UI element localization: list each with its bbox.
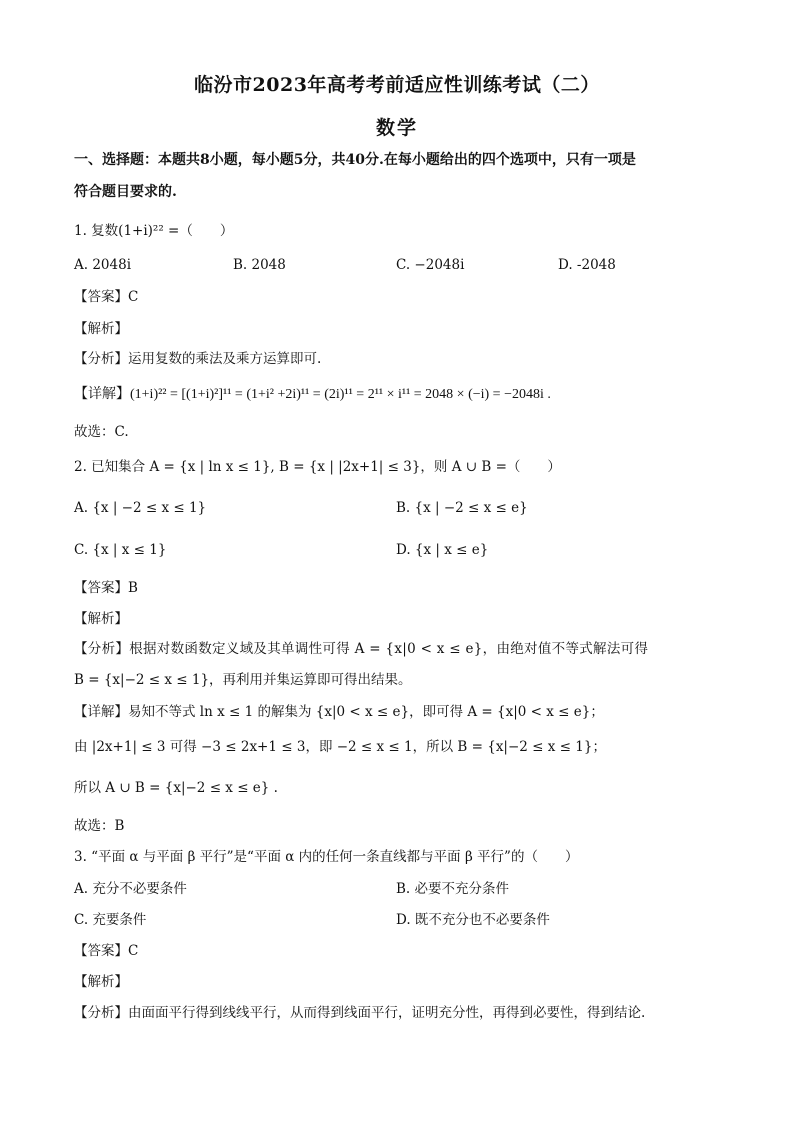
- q1-conclusion: 故选：C.: [74, 424, 129, 440]
- q2-option-d: D. {x | x ≤ e}: [396, 542, 489, 558]
- q2-fenxi-line1: 【分析】根据对数函数定义域及其单调性可得 A = {x|0 < x ≤ e}，由绝对值不等式解法可得: [74, 641, 649, 657]
- q2-analysis-label: 【解析】: [74, 611, 128, 627]
- q3-fenxi: 【分析】由面面平行得到线线平行，从而得到线面平行，证明充分性，再得到必要性，得到结论.: [74, 1005, 646, 1021]
- q2-detail-line3: 所以 A ∪ B = {x|−2 ≤ x ≤ e} .: [74, 780, 278, 796]
- q3-answer: 【答案】C: [74, 943, 139, 959]
- q1-option-d: D. -2048: [558, 257, 616, 273]
- section-heading-line1: 一、选择题：本题共8小题，每小题5分，共40分.在每小题给出的四个选项中，只有一项是: [74, 152, 636, 168]
- q2-detail-line1: 【详解】易知不等式 ln x ≤ 1 的解集为 {x|0 < x ≤ e}，即可得 A = {x|0 < x ≤ e}；: [74, 704, 604, 720]
- q2-option-c: C. {x | x ≤ 1}: [74, 542, 167, 558]
- q3-option-d: D. 既不充分也不必要条件: [396, 912, 550, 928]
- q1-answer: 【答案】C: [74, 289, 139, 305]
- exam-title: 临汾市2023年高考考前适应性训练考试（二）: [194, 74, 600, 96]
- q1-option-a: A. 2048i: [74, 257, 132, 273]
- q3-option-a: A. 充分不必要条件: [74, 881, 187, 897]
- q2-conclusion: 故选：B: [74, 818, 125, 834]
- q2-option-a: A. {x | −2 ≤ x ≤ 1}: [74, 500, 207, 516]
- q2-answer: 【答案】B: [74, 580, 138, 596]
- q3-option-b: B. 必要不充分条件: [396, 881, 510, 897]
- q3-stem: 3. “平面 α 与平面 β 平行”是“平面 α 内的任何一条直线都与平面 β 平行”的（ ）: [74, 849, 579, 865]
- subject-title: 数学: [375, 117, 418, 139]
- q1-option-b: B. 2048: [233, 257, 286, 273]
- q2-fenxi-line2: B = {x|−2 ≤ x ≤ 1}，再利用并集运算即可得出结果。: [74, 672, 412, 688]
- q1-stem: 1. 复数(1+i)²² =（ ）: [74, 223, 234, 239]
- q2-detail-line2: 由 |2x+1| ≤ 3 可得 −3 ≤ 2x+1 ≤ 3，即 −2 ≤ x ≤ 1，所以 B = {x|−2 ≤ x ≤ 1}；: [74, 739, 606, 755]
- section-heading-line2: 符合题目要求的.: [74, 184, 177, 200]
- q2-stem: 2. 已知集合 A = {x | ln x ≤ 1}, B = {x | |2x+1| ≤ 3}，则 A ∪ B =（ ）: [74, 459, 561, 475]
- q1-option-c: C. −2048i: [396, 257, 465, 273]
- q1-analysis-label: 【解析】: [74, 321, 128, 337]
- q3-option-c: C. 充要条件: [74, 912, 147, 928]
- q1-fenxi: 【分析】运用复数的乘法及乘方运算即可.: [74, 351, 322, 367]
- q2-option-b: B. {x | −2 ≤ x ≤ e}: [396, 500, 528, 516]
- q1-detail: 【详解】(1+i)²² = [(1+i)²]¹¹ = (1+i² +2i)¹¹ = (2i)¹¹ = 2¹¹ × i¹¹ = 2048 × (−i) = −2048i .: [74, 387, 551, 402]
- q3-analysis-label: 【解析】: [74, 974, 128, 990]
